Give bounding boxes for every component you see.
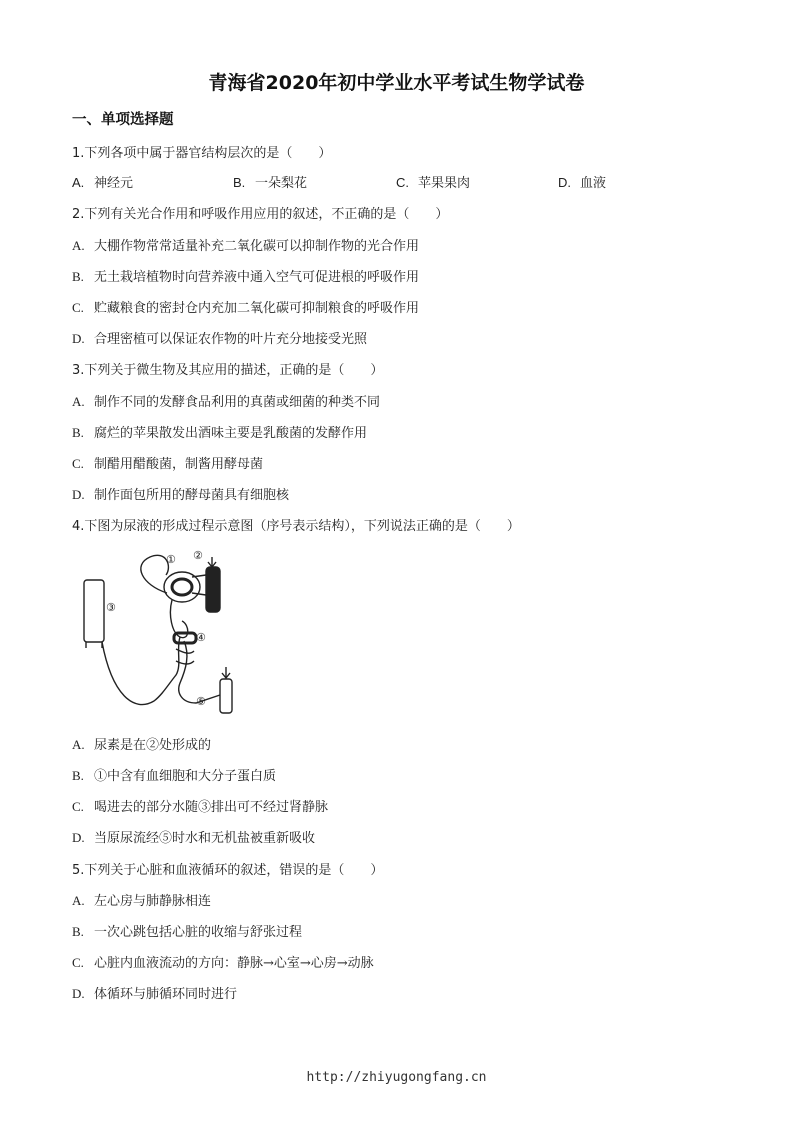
question-3-option-b[interactable] <box>72 422 367 441</box>
question-1-option-d[interactable] <box>558 172 606 191</box>
option-text: 神经元 <box>94 176 134 191</box>
option-text: 体循环与肺循环同时进行 <box>94 987 238 1002</box>
option-text: 血液 <box>580 176 607 191</box>
option-letter: D. <box>558 175 571 190</box>
option-text: 一次心跳包括心脏的收缩与舒张过程 <box>94 925 303 940</box>
option-text: 尿素是在②处形成的 <box>94 738 212 753</box>
option-letter: A. <box>72 737 85 752</box>
option-letter: D. <box>72 986 85 1001</box>
label-3: ③ <box>106 601 116 614</box>
question-1-option-b[interactable] <box>233 172 307 191</box>
option-text: 制作不同的发酵食品利用的真菌或细菌的种类不同 <box>94 395 381 410</box>
option-letter: D. <box>72 830 85 845</box>
label-5: ⑤ <box>196 695 206 708</box>
question-1-stem: 1.下列各项中属于器官结构层次的是（ ） <box>72 146 332 161</box>
question-4-stem: 4.下图为尿液的形成过程示意图（序号表示结构），下列说法正确的是（ ） <box>72 519 520 534</box>
option-letter: D. <box>72 487 85 502</box>
option-letter: A. <box>72 238 85 253</box>
capillary-network <box>174 633 196 643</box>
question-2-option-b[interactable] <box>72 266 419 285</box>
option-letter: A. <box>72 394 85 409</box>
option-letter: B. <box>72 425 84 440</box>
collecting-duct <box>84 580 104 642</box>
question-1-option-a[interactable] <box>72 172 133 191</box>
option-text: 当原尿流经⑤时水和无机盐被重新吸收 <box>94 831 316 846</box>
nephron-diagram <box>72 545 242 720</box>
question-1-option-c[interactable] <box>396 172 470 191</box>
label-2: ② <box>193 549 203 562</box>
footer-url[interactable]: http://zhiyugongfang.cn <box>306 1070 487 1085</box>
question-5-stem: 5.下列关于心脏和血液循环的叙述，错误的是（ ） <box>72 863 384 878</box>
option-text: 无土栽培植物时向营养液中通入空气可促进根的呼吸作用 <box>94 270 420 285</box>
option-letter: C. <box>72 799 84 814</box>
blood-vessel <box>206 567 220 612</box>
renal-vein <box>220 679 232 713</box>
question-3-option-c[interactable] <box>72 453 263 472</box>
option-letter: B. <box>72 768 84 783</box>
option-text: 大棚作物常常适量补充二氧化碳可以抑制作物的光合作用 <box>94 239 420 254</box>
option-text: 苹果果肉 <box>418 176 471 191</box>
option-letter: A. <box>72 175 85 190</box>
option-text: 一朵梨花 <box>255 176 308 191</box>
question-4-option-c[interactable] <box>72 796 328 815</box>
option-letter: C. <box>396 175 409 190</box>
nephron-diagram-svg <box>72 545 242 720</box>
collecting-duct-outlet <box>86 642 102 648</box>
question-2-option-d[interactable] <box>72 328 367 347</box>
question-5-option-a[interactable] <box>72 890 211 909</box>
loop-of-henle <box>102 637 180 705</box>
option-letter: A. <box>72 893 85 908</box>
question-2-option-c[interactable] <box>72 297 419 316</box>
question-5-option-c[interactable] <box>72 952 374 971</box>
label-1: ① <box>166 553 176 566</box>
option-text: 心脏内血液流动的方向：静脉→心室→心房→动脉 <box>94 956 374 971</box>
option-text: 制作面包所用的酵母菌具有细胞核 <box>94 488 290 503</box>
option-letter: D. <box>72 331 85 346</box>
question-3-stem: 3.下列关于微生物及其应用的描述，正确的是（ ） <box>72 363 384 378</box>
section-heading: 一、单项选择题 <box>72 112 174 128</box>
question-3-option-a[interactable] <box>72 391 380 410</box>
option-text: 喝进去的部分水随③排出可不经过肾静脉 <box>94 800 329 815</box>
question-4-option-a[interactable] <box>72 734 211 753</box>
page-title: 青海省2020年初中学业水平考试生物学试卷 <box>208 72 585 94</box>
option-letter: B. <box>233 175 246 190</box>
distal-tubule <box>179 641 220 703</box>
option-letter: B. <box>72 924 84 939</box>
option-text: 左心房与肺静脉相连 <box>94 894 212 909</box>
question-4-option-b[interactable] <box>72 765 276 784</box>
option-letter: C. <box>72 955 84 970</box>
question-2-option-a[interactable] <box>72 235 419 254</box>
option-text: 合理密植可以保证农作物的叶片充分地接受光照 <box>94 332 368 347</box>
question-4-option-d[interactable] <box>72 827 315 846</box>
option-text: 制醋用醋酸菌，制酱用酵母菌 <box>94 457 264 472</box>
label-4: ④ <box>196 631 206 644</box>
option-letter: C. <box>72 456 84 471</box>
question-5-option-d[interactable] <box>72 983 237 1002</box>
option-text: 腐烂的苹果散发出酒味主要是乳酸菌的发酵作用 <box>94 426 368 441</box>
option-text: ①中含有血细胞和大分子蛋白质 <box>94 769 277 784</box>
option-letter: C. <box>72 300 84 315</box>
question-3-option-d[interactable] <box>72 484 289 503</box>
question-2-stem: 2.下列有关光合作用和呼吸作用应用的叙述，不正确的是（ ） <box>72 207 449 222</box>
option-letter: B. <box>72 269 84 284</box>
question-5-option-b[interactable] <box>72 921 302 940</box>
glomerulus <box>172 579 192 595</box>
option-text: 贮藏粮食的密封仓内充加二氧化碳可抑制粮食的呼吸作用 <box>94 301 420 316</box>
